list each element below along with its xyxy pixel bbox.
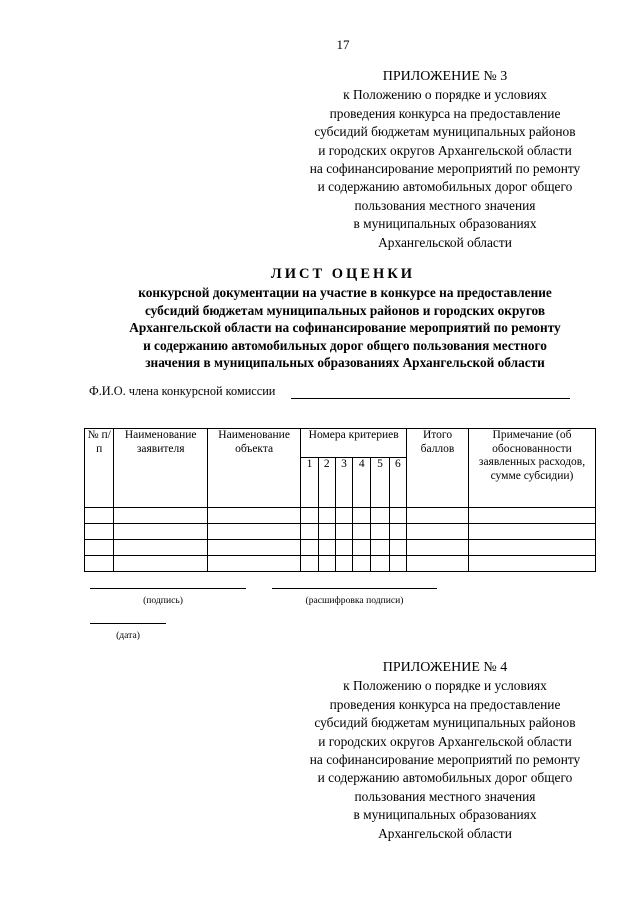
appendix-4-line: и содержанию автомобильных дорог общего [317,770,573,786]
date-caption: (дата) [116,630,140,641]
appendix-4-line: на софинансирование мероприятий по ремонту [309,752,581,768]
table-cell[interactable] [85,556,114,572]
table-cell[interactable] [207,508,300,524]
table-cell[interactable] [468,556,595,572]
table-cell[interactable] [389,508,406,524]
table-cell[interactable] [318,540,335,556]
sheet-title: ЛИСТ ОЦЕНКИ [270,266,416,282]
table-cell[interactable] [353,556,371,572]
appendix-4-line: субсидий бюджетам муниципальных районов [314,715,576,731]
commission-member-field[interactable] [291,398,570,399]
table-cell[interactable] [207,540,300,556]
table-cell[interactable] [371,540,389,556]
table-cell[interactable] [353,540,371,556]
table-cell[interactable] [318,508,335,524]
appendix-3-header [290,68,600,252]
appendix-3-line: субсидий бюджетам муниципальных районов [314,124,576,140]
signature-decoding-line[interactable] [272,588,437,589]
table-cell[interactable] [371,524,389,540]
sheet-subtitle-line: и содержанию автомобильных дорог общего пользования местного [143,337,547,353]
page-number: 17 [336,37,350,52]
commission-member-label: Ф.И.О. члена конкурсной комиссии [89,384,276,398]
appendix-3-line: и содержанию автомобильных дорог общего [317,179,573,195]
signature-caption: (подпись) [143,595,183,606]
table-row [85,508,596,524]
table-cell[interactable] [85,508,114,524]
criterion-number: 1 [301,458,318,508]
appendix-4-line: Архангельской области [378,825,512,841]
table-cell[interactable] [389,524,406,540]
appendix-3-line: пользования местного значения [354,197,536,213]
appendix-4-line: к Положению о порядке и условиях [343,678,547,694]
table-row [85,524,596,540]
table-cell[interactable] [301,508,318,524]
table-cell[interactable] [335,556,352,572]
appendix-3-line: в муниципальных образованиях [353,216,537,232]
appendix-3-line: к Положению о порядке и условиях [343,87,547,103]
header-criteria: Номера критериев [301,429,407,458]
table-row [85,540,596,556]
table-cell[interactable] [207,524,300,540]
table-cell[interactable] [114,540,207,556]
signature-line[interactable] [90,588,246,589]
table-cell[interactable] [468,524,595,540]
table-cell[interactable] [85,524,114,540]
sheet-subtitle [88,284,602,372]
table-cell[interactable] [407,556,469,572]
signature-decoding-caption: (расшифровка подписи) [305,595,404,606]
table-cell[interactable] [335,540,352,556]
sheet-subtitle-line: конкурсной документации на участие в конкурсе на предоставление [138,285,552,300]
sheet-subtitle-line: субсидий бюджетам муниципальных районов и городских округов [144,302,546,318]
table-cell[interactable] [85,540,114,556]
sheet-subtitle-line: Архангельской области на софинансирование мероприятий по ремонту [129,320,561,336]
header-note: Примечание (об обоснованности заявленных расходов, сумме субсидии) [468,429,595,508]
header-total: Итого баллов [407,429,469,508]
date-line[interactable] [90,623,166,624]
appendix-3-line: и городских округов Архангельской области [318,142,572,158]
table-cell[interactable] [114,556,207,572]
appendix-4-header [290,659,600,843]
appendix-3-line: на софинансирование мероприятий по ремонту [309,161,581,177]
table-cell[interactable] [335,524,352,540]
table-cell[interactable] [407,540,469,556]
table-cell[interactable] [318,556,335,572]
table-cell[interactable] [207,556,300,572]
criterion-number: 2 [318,458,335,508]
criterion-number: 5 [371,458,389,508]
appendix-3-title: ПРИЛОЖЕНИЕ № 3 [382,69,508,84]
table-cell[interactable] [371,508,389,524]
criterion-number: 6 [389,458,406,508]
table-cell[interactable] [468,540,595,556]
table-cell[interactable] [353,508,371,524]
sheet-subtitle-line: значения в муниципальных образованиях Архангельской области [145,355,545,371]
criterion-number: 3 [335,458,352,508]
table-cell[interactable] [371,556,389,572]
table-cell[interactable] [301,524,318,540]
appendix-3-line: проведения конкурса на предоставление [329,105,561,121]
appendix-4-title: ПРИЛОЖЕНИЕ № 4 [382,660,508,675]
table-cell[interactable] [389,556,406,572]
header-applicant: Наименование заявителя [114,429,207,508]
table-cell[interactable] [114,524,207,540]
table-header-row [85,429,596,458]
appendix-4-line: пользования местного значения [354,788,536,804]
table-cell[interactable] [301,540,318,556]
table-cell[interactable] [353,524,371,540]
table-cell[interactable] [114,508,207,524]
table-row [85,556,596,572]
table-cell[interactable] [335,508,352,524]
table-cell[interactable] [468,508,595,524]
table-cell[interactable] [407,524,469,540]
criterion-number: 4 [353,458,371,508]
appendix-4-line: в муниципальных образованиях [353,807,537,823]
appendix-4-line: проведения конкурса на предоставление [329,696,561,712]
appendix-4-line: и городских округов Архангельской области [318,733,572,749]
table-cell[interactable] [407,508,469,524]
evaluation-table [84,428,596,572]
table-cell[interactable] [389,540,406,556]
header-no: № п/п [85,429,114,508]
appendix-3-line: Архангельской области [378,234,512,250]
header-object: Наименование объекта [207,429,300,508]
table-cell[interactable] [318,524,335,540]
table-cell[interactable] [301,556,318,572]
